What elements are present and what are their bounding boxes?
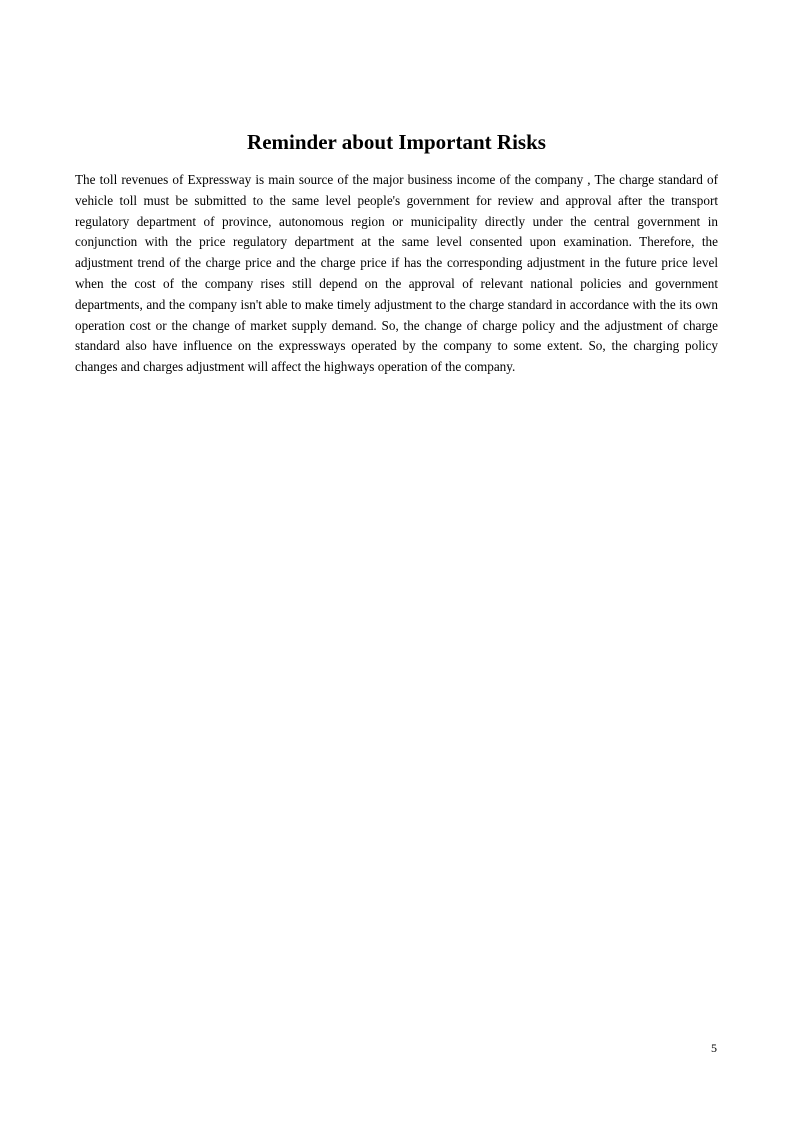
page-number: 5 — [711, 1041, 717, 1055]
risk-paragraph: The toll revenues of Expressway is main source of the major business income of the company , The charge standard of vehicle toll must be submitted to the same level people's government for review and approval after the transport regulatory department of province, autonomous region or municipality directly under the central government in conjunction with the price regulatory department at the same level consented upon examination. Therefore, the adjustment trend of the charge price and the charge price if has the corresponding adjustment in the future price level when the cost of the company rises still depend on the approval of relevant national policies and government departments, and the company isn't able to make timely adjustment to the charge standard in accordance with the its own operation cost or the change of market supply demand. So, the change of charge policy and the adjustment of charge standard also have influence on the expressways operated by the company to some extent. So, the charging policy changes and charges adjustment will affect the highways operation of the company. — [75, 172, 718, 375]
page-title: Reminder about Important Risks — [247, 130, 546, 154]
